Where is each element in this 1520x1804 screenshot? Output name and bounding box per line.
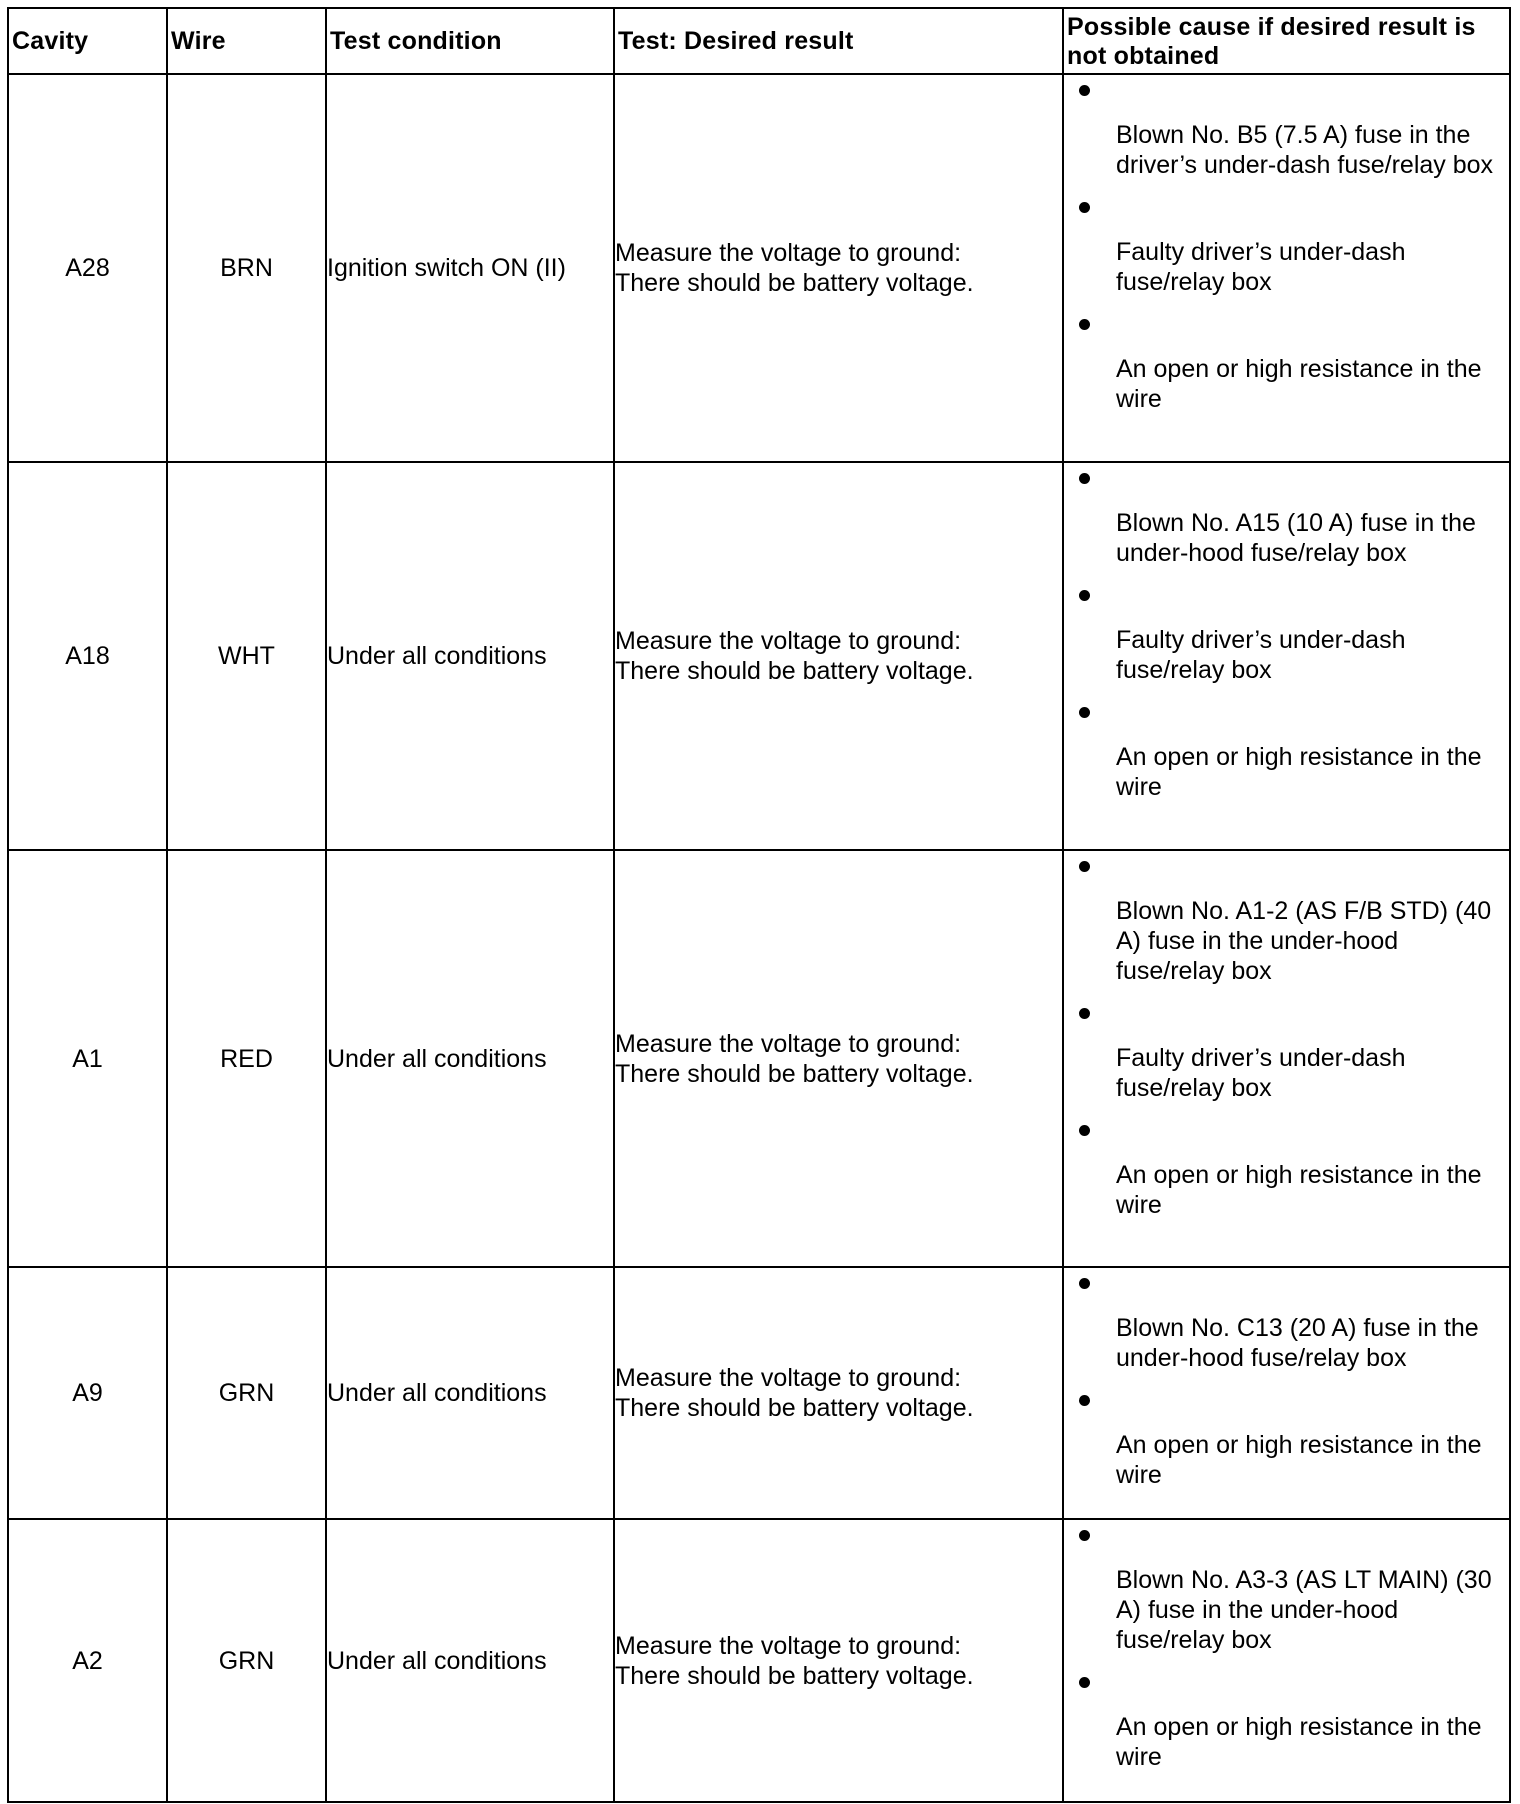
result-line: Measure the voltage to ground: [615, 627, 962, 655]
cause-text: Faulty driver’s under-dash fuse/relay box [1116, 238, 1406, 296]
cause-item [1064, 707, 1509, 802]
header-cavity: Cavity [8, 8, 167, 74]
causes-cell [1063, 1519, 1510, 1802]
condition-cell: Under all conditions [326, 462, 614, 850]
header-desired-result: Test: Desired result [614, 8, 1063, 74]
bullet-icon [1079, 1278, 1090, 1289]
cavity-cell: A18 [8, 462, 167, 850]
cause-item [1064, 1008, 1509, 1103]
cause-text: Blown No. A3-3 (AS LT MAIN) (30 A) fuse in the under-hood fuse/relay box [1116, 1566, 1492, 1654]
cause-item [1064, 1395, 1509, 1490]
header-test-condition: Test condition [326, 8, 614, 74]
cause-item [1064, 85, 1509, 180]
result-cell [614, 1519, 1063, 1802]
bullet-icon [1079, 85, 1090, 96]
bullet-icon [1079, 861, 1090, 872]
causes-cell [1063, 74, 1510, 462]
cavity-cell: A9 [8, 1267, 167, 1519]
table-row [8, 850, 1510, 1267]
cause-text: Blown No. C13 (20 A) fuse in the under-hood fuse/relay box [1116, 1314, 1479, 1372]
bullet-icon [1079, 1395, 1090, 1406]
cause-text: An open or high resistance in the wire [1116, 743, 1482, 801]
cause-text: Blown No. B5 (7.5 A) fuse in the driver’s under-dash fuse/relay box [1116, 121, 1494, 179]
condition-cell: Under all conditions [326, 1267, 614, 1519]
bullet-icon [1079, 1008, 1090, 1019]
wire-cell: GRN [167, 1519, 326, 1802]
result-line: There should be battery voltage. [615, 269, 974, 297]
cause-item [1064, 1677, 1509, 1772]
cause-item [1064, 590, 1509, 685]
result-line: There should be battery voltage. [615, 657, 974, 685]
wire-cell: BRN [167, 74, 326, 462]
condition-cell: Under all conditions [326, 1519, 614, 1802]
causes-cell [1063, 462, 1510, 850]
result-cell [614, 462, 1063, 850]
cause-item [1064, 473, 1509, 568]
table-header-row [8, 8, 1510, 74]
causes-cell [1063, 850, 1510, 1267]
table-row [8, 74, 1510, 462]
wire-cell: WHT [167, 462, 326, 850]
cause-text: An open or high resistance in the wire [1116, 1713, 1482, 1771]
cause-item [1064, 1278, 1509, 1373]
table-row [8, 1267, 1510, 1519]
bullet-icon [1079, 1677, 1090, 1688]
result-line: There should be battery voltage. [615, 1059, 974, 1088]
cause-text: Blown No. A1-2 (AS F/B STD) (40 A) fuse in the under-hood fuse/relay box [1116, 897, 1492, 985]
condition-cell: Under all conditions [326, 850, 614, 1267]
bullet-icon [1079, 473, 1090, 484]
cause-text: An open or high resistance in the wire [1116, 1161, 1482, 1219]
cause-text: Blown No. A15 (10 A) fuse in the under-hood fuse/relay box [1116, 509, 1476, 567]
header-wire: Wire [167, 8, 326, 74]
cavity-cell: A2 [8, 1519, 167, 1802]
cavity-cell: A1 [8, 850, 167, 1267]
result-cell [614, 850, 1063, 1267]
wire-cell: GRN [167, 1267, 326, 1519]
result-line: Measure the voltage to ground: [615, 1029, 962, 1058]
header-possible-cause: Possible cause if desired result is not obtained [1063, 8, 1510, 74]
bullet-icon [1079, 1530, 1090, 1541]
cause-item [1064, 1530, 1509, 1655]
cause-item [1064, 1125, 1509, 1220]
bullet-icon [1079, 590, 1090, 601]
cause-item [1064, 861, 1509, 986]
result-cell [614, 1267, 1063, 1519]
table-row [8, 462, 1510, 850]
cause-text: An open or high resistance in the wire [1116, 1431, 1482, 1489]
bullet-icon [1079, 1125, 1090, 1136]
bullet-icon [1079, 707, 1090, 718]
cause-text: Faulty driver’s under-dash fuse/relay box [1116, 626, 1406, 684]
condition-cell: Ignition switch ON (II) [326, 74, 614, 462]
cavity-cell: A28 [8, 74, 167, 462]
bullet-icon [1079, 319, 1090, 330]
cause-item [1064, 202, 1509, 297]
table-row [8, 1519, 1510, 1802]
diagnostic-table [7, 7, 1511, 1803]
wire-cell: RED [167, 850, 326, 1267]
result-line: Measure the voltage to ground: [615, 239, 962, 267]
result-line: Measure the voltage to ground: [615, 1364, 962, 1392]
result-cell [614, 74, 1063, 462]
bullet-icon [1079, 202, 1090, 213]
cause-text: An open or high resistance in the wire [1116, 355, 1482, 413]
result-line: There should be battery voltage. [615, 1394, 974, 1422]
result-line: Measure the voltage to ground: [615, 1631, 962, 1660]
causes-cell [1063, 1267, 1510, 1519]
cause-item [1064, 319, 1509, 414]
result-line: There should be battery voltage. [615, 1661, 974, 1690]
cause-text: Faulty driver’s under-dash fuse/relay box [1116, 1044, 1406, 1102]
